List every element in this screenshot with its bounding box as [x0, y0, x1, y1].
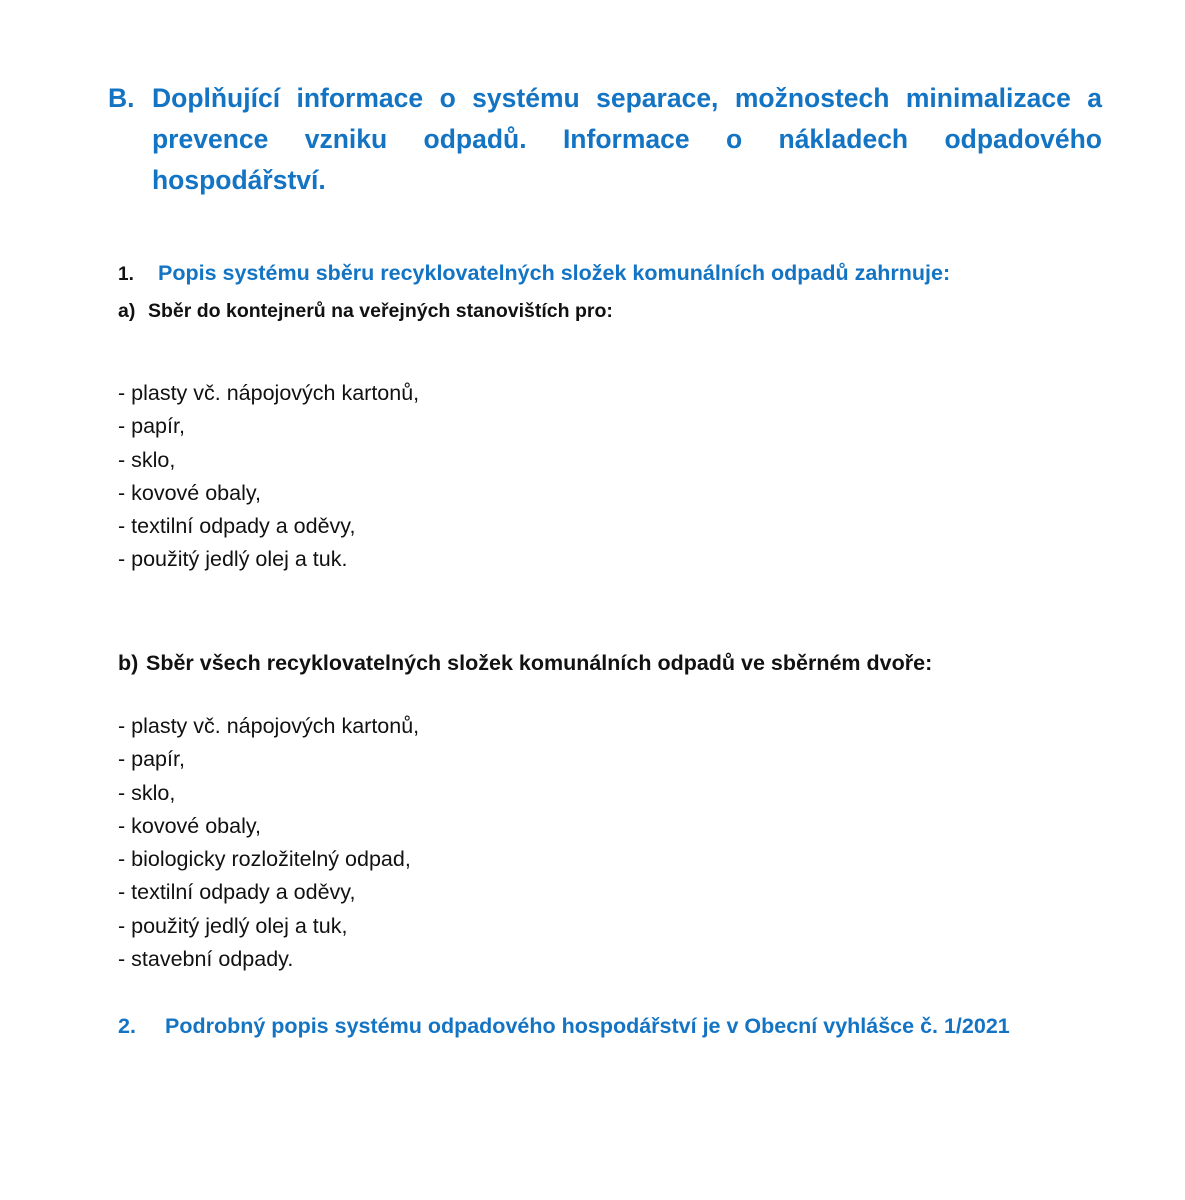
list-item: - textilní odpady a oděvy, — [118, 880, 356, 905]
list-item: - textilní odpady a oděvy, — [118, 514, 356, 539]
item-2-number: 2. — [118, 1014, 136, 1038]
section-title: Doplňující informace o systému separace, možnostech minimalizace a prevence vzniku odpadů. Informace o nákladech odpadového hospodářství. — [152, 83, 1102, 195]
sub-b-heading — [118, 646, 932, 680]
sub-a-title: Sběr do kontejnerů na veřejných stanovištích pro: — [148, 300, 613, 322]
sub-b-title: Sběr všech recyklovatelných složek komunálních odpadů ve sběrném dvoře: — [146, 651, 933, 675]
item-1-heading — [118, 258, 950, 290]
list-item: - plasty vč. nápojových kartonů, — [118, 714, 420, 738]
list-item: - stavební odpady. — [118, 947, 294, 972]
sub-a-label: a) — [118, 300, 136, 322]
item-1-title: Popis systému sběru recyklovatelných složek komunálních odpadů zahrnuje: — [158, 261, 951, 285]
list-item: - kovové obaly, — [118, 813, 262, 838]
list-item: - biologicky rozložitelný odpad, — [118, 847, 411, 872]
list-item: - papír, — [118, 747, 185, 772]
item-2-heading — [118, 1011, 1010, 1041]
item-1-number: 1. — [118, 264, 134, 285]
list-a — [118, 377, 419, 577]
list-item: - sklo, — [118, 447, 176, 472]
section-b-heading — [108, 78, 1102, 201]
list-item: - sklo, — [118, 780, 176, 805]
list-item: - kovové obaly, — [118, 480, 262, 505]
list-b — [118, 710, 419, 976]
sub-a-heading — [118, 296, 613, 326]
item-2-title: Podrobný popis systému odpadového hospodářství je v Obecní vyhlášce č. 1/2021 — [165, 1014, 1010, 1038]
list-item: - plasty vč. nápojových kartonů, — [118, 381, 420, 405]
section-letter: B. — [108, 83, 135, 113]
list-item: - použitý jedlý olej a tuk. — [118, 547, 348, 572]
list-item: - papír, — [118, 414, 185, 439]
list-item: - použitý jedlý olej a tuk, — [118, 913, 348, 938]
sub-b-label: b) — [118, 651, 139, 675]
